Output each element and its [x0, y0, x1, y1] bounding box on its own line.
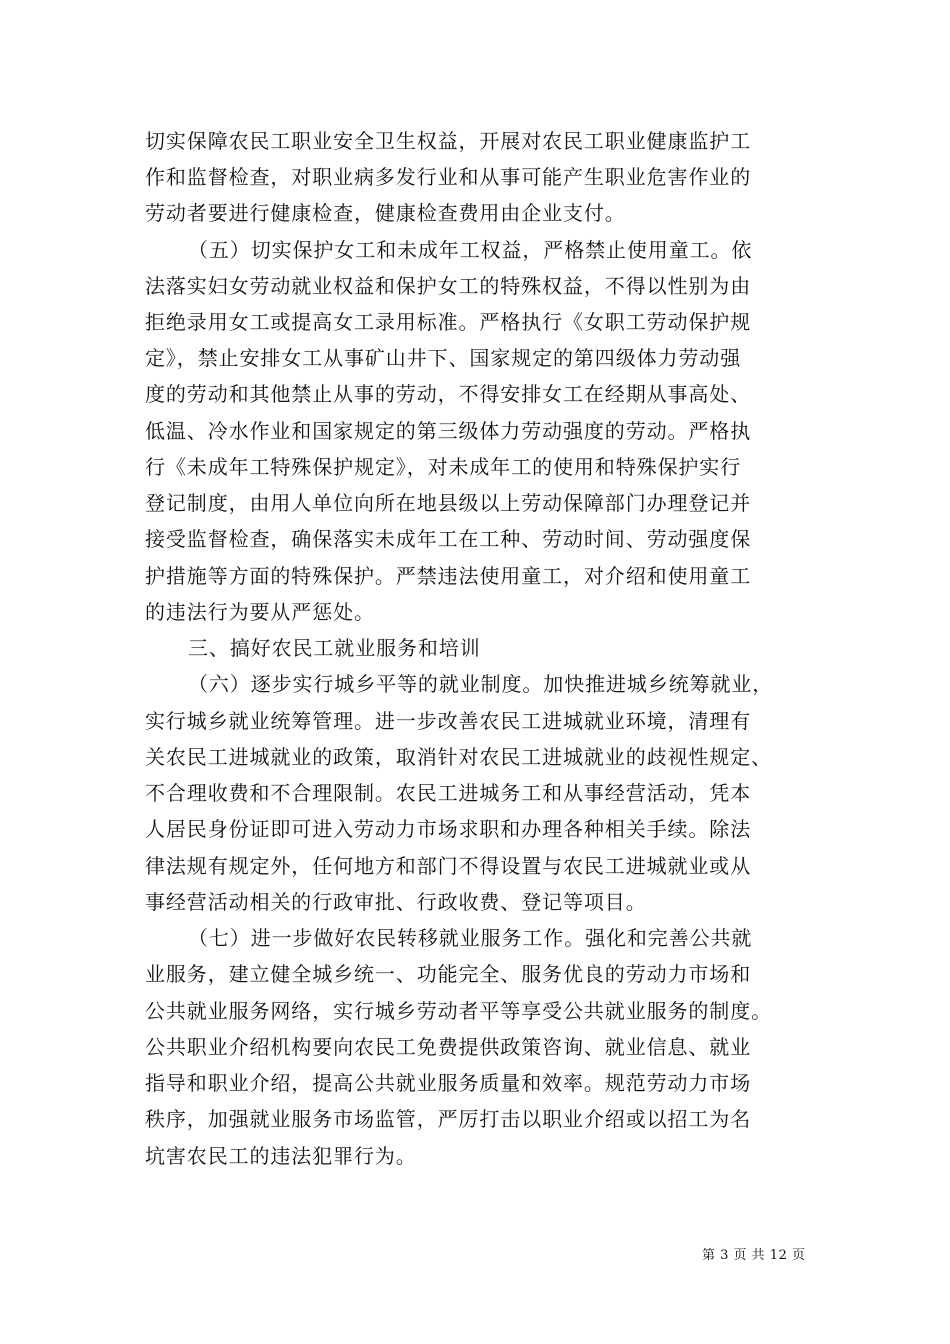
paragraph-first-line: （六）逐步实行城乡平等的就业制度。加快推进城乡统筹就业，	[188, 672, 774, 696]
paragraph-first-line: （七）进一步做好农民转移就业服务工作。强化和完善公共就	[188, 926, 753, 950]
section-heading: 三、搞好农民工就业服务和培训	[188, 636, 481, 660]
text-line: 行《未成年工特殊保护规定》，对未成年工的使用和特殊保护实行	[145, 455, 742, 479]
text-line: 关农民工进城就业的政策，取消针对农民工进城就业的歧视性规定、	[145, 745, 772, 769]
text-line: 指导和职业介绍，提高公共就业服务质量和效率。规范劳动力市场	[145, 1071, 752, 1095]
text-line: 法落实妇女劳动就业权益和保护女工的特殊权益，不得以性别为由	[145, 274, 752, 298]
text-line: 不合理收费和不合理限制。农民工进城务工和从事经营活动，凭本	[145, 781, 752, 805]
text-line: 护措施等方面的特殊保护。严禁违法使用童工，对介绍和使用童工	[145, 564, 752, 588]
text-line: 事经营活动相关的行政审批、行政收费、登记等项目。	[145, 890, 647, 914]
text-line: 作和监督检查，对职业病多发行业和从事可能产生职业危害作业的	[145, 165, 752, 189]
text-line: 人居民身份证即可进入劳动力市场求职和办理各种相关手续。除法	[145, 817, 752, 841]
text-line: 公共职业介绍机构要向农民工免费提供政策咨询、就业信息、就业	[145, 1035, 752, 1059]
text-line: 度的劳动和其他禁止从事的劳动，不得安排女工在经期从事高处、	[145, 382, 752, 406]
text-line: 实行城乡就业统筹管理。进一步改善农民工进城就业环境，清理有	[145, 709, 752, 733]
text-line: 秩序，加强就业服务市场监管，严厉打击以职业介绍或以招工为名	[145, 1107, 752, 1131]
page-number: 第 3 页 共 12 页	[702, 1248, 806, 1263]
text-line: 切实保障农民工职业安全卫生权益，开展对农民工职业健康监护工	[145, 129, 752, 153]
text-line: 接受监督检查，确保落实未成年工在工种、劳动时间、劳动强度保	[145, 527, 752, 551]
text-line: 登记制度，由用人单位向所在地县级以上劳动保障部门办理登记并	[145, 491, 752, 515]
text-line: 低温、冷水作业和国家规定的第三级体力劳动强度的劳动。严格执	[145, 419, 752, 443]
text-line: 坑害农民工的违法犯罪行为。	[145, 1144, 417, 1168]
text-line: 律法规有规定外，任何地方和部门不得设置与农民工进城就业或从	[145, 854, 752, 878]
text-line: 劳动者要进行健康检查，健康检查费用由企业支付。	[145, 201, 626, 225]
paragraph-first-line: （五）切实保护女工和未成年工权益，严格禁止使用童工。依	[188, 238, 753, 262]
text-line: 拒绝录用女工或提高女工录用标准。严格执行《女职工劳动保护规	[145, 310, 752, 334]
text-line: 公共就业服务网络，实行城乡劳动者平等享受公共就业服务的制度。	[145, 999, 772, 1023]
text-line: 业服务，建立健全城乡统一、功能完全、服务优良的劳动力市场和	[145, 962, 752, 986]
text-line: 的违法行为要从严惩处。	[145, 600, 375, 624]
text-line: 定》，禁止安排女工从事矿山井下、国家规定的第四级体力劳动强	[145, 346, 742, 370]
